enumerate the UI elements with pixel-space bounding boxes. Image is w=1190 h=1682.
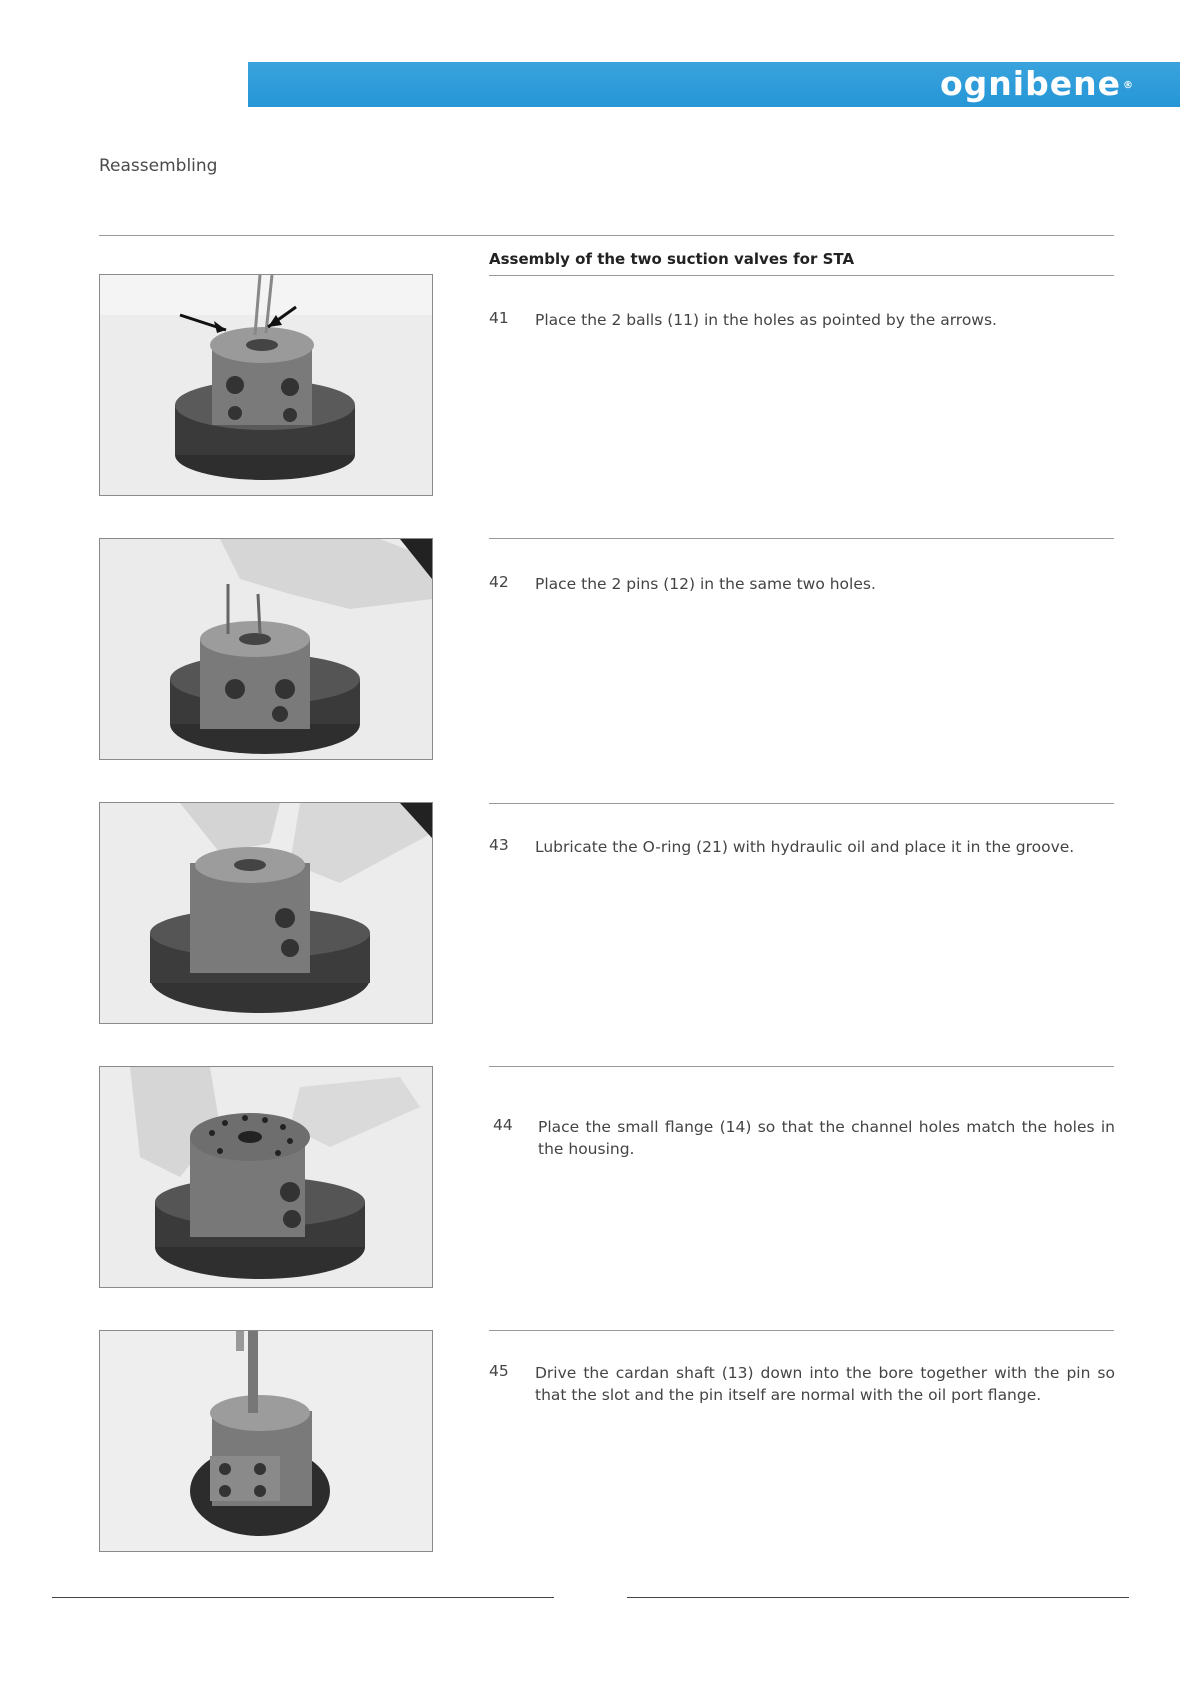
section-label: Reassembling (99, 156, 218, 176)
valve-cardan-shaft-photo (100, 1331, 432, 1551)
header-bar (248, 62, 1180, 107)
footer-line-right (627, 1597, 1129, 1598)
step-text-44: Place the small flange (14) so that the channel holes match the holes in the housing. (538, 1118, 1115, 1158)
step-number-42: 42 (489, 573, 509, 591)
valve-pins-photo (100, 539, 432, 759)
step-text-41: Place the 2 balls (11) in the holes as pointed by the arrows. (535, 311, 997, 329)
step-number-44: 44 (493, 1116, 513, 1134)
step-photo-45 (99, 1330, 433, 1552)
step-text-42: Place the 2 pins (12) in the same two holes. (535, 575, 876, 593)
step-photo-42 (99, 538, 433, 760)
footer-line-left (52, 1597, 554, 1598)
procedure-title: Assembly of the two suction valves for STA (489, 250, 855, 268)
step-number-41: 41 (489, 309, 509, 327)
valve-balls-photo (100, 275, 432, 495)
step-divider-43 (489, 803, 1114, 804)
title-underline (489, 275, 1114, 276)
step-number-45: 45 (489, 1362, 509, 1380)
valve-flange-photo (100, 1067, 432, 1287)
step-number-43: 43 (489, 836, 509, 854)
step-divider-42 (489, 538, 1114, 539)
step-text-45: Drive the cardan shaft (13) down into the bore together with the pin so that the slot and the pin itself are normal with the oil port flange. (535, 1364, 1115, 1404)
step-photo-43 (99, 802, 433, 1024)
step-divider-45 (489, 1330, 1114, 1331)
registered-mark: ® (1123, 80, 1134, 91)
step-text-43: Lubricate the O-ring (21) with hydraulic oil and place it in the groove. (535, 838, 1075, 856)
logo-text: ognibene (940, 64, 1121, 103)
brand-logo (940, 64, 1134, 104)
step-divider-44 (489, 1066, 1114, 1067)
top-divider (99, 235, 1114, 236)
valve-oring-photo (100, 803, 432, 1023)
step-photo-44 (99, 1066, 433, 1288)
step-photo-41 (99, 274, 433, 496)
